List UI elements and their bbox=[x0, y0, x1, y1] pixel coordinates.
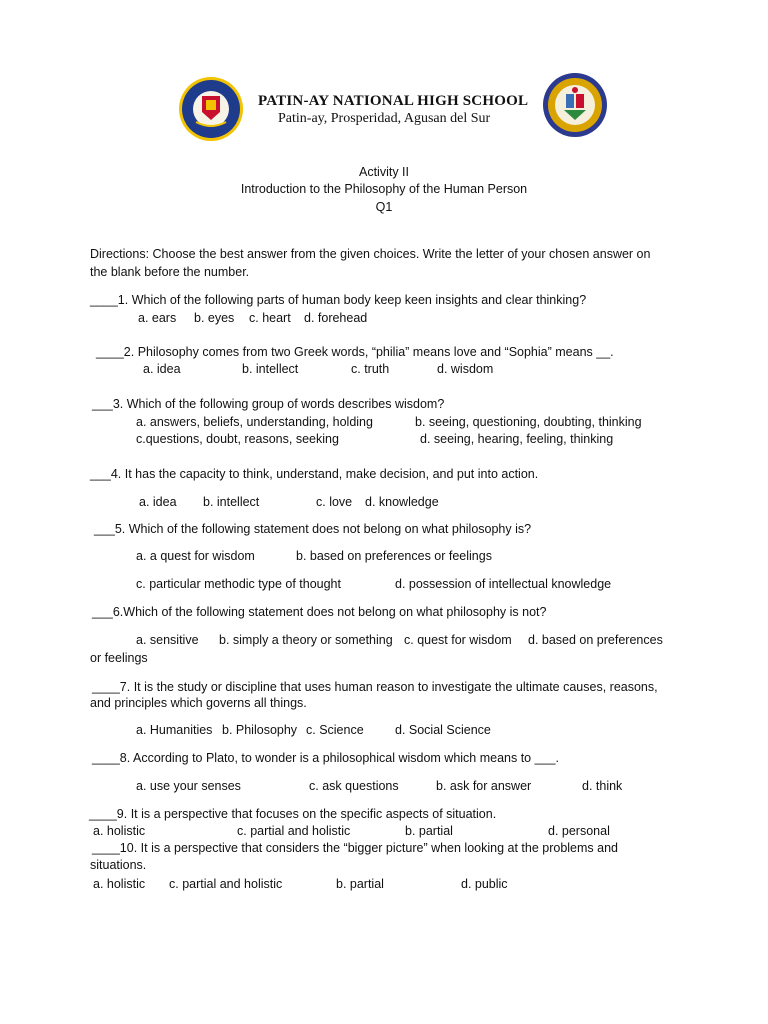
q6-continuation: or feelings bbox=[90, 651, 148, 665]
q6-choice-b: b. simply a theory or something bbox=[219, 633, 393, 647]
q9-choice-c: c. partial and holistic bbox=[237, 824, 351, 838]
question-9: ____9. It is a perspective that focuses on the specific aspects of situation. bbox=[89, 807, 497, 821]
q2-choice-c: c. truth bbox=[351, 362, 390, 376]
q8-choice-d: d. think bbox=[582, 779, 623, 793]
q10-choice-b: b. partial bbox=[336, 877, 384, 891]
q8-choice-c: c. ask questions bbox=[309, 779, 399, 793]
question-1: ____1. Which of the following parts of human body keep keen insights and clear thinking? bbox=[90, 293, 587, 307]
q5-choice-a: a. a quest for wisdom bbox=[136, 549, 255, 563]
q7-continuation: and principles which governs all things. bbox=[90, 696, 307, 710]
q5-choice-d: d. possession of intellectual knowledge bbox=[395, 577, 612, 591]
q7-choice-d: d. Social Science bbox=[395, 723, 491, 737]
q1-choice-a: a. ears bbox=[138, 311, 177, 325]
q4-choice-d: d. knowledge bbox=[365, 495, 439, 509]
q1-choice-c: c. heart bbox=[249, 311, 291, 325]
q2-choice-b: b. intellect bbox=[242, 362, 299, 376]
school-seal-logo bbox=[542, 72, 608, 138]
q7-choice-c: c. Science bbox=[306, 723, 364, 737]
question-10: ____10. It is a perspective that considers the “bigger picture” when looking at the problems and bbox=[92, 841, 619, 855]
directions-line-1: Directions: Choose the best answer from the given choices. Write the letter of your chosen answer on bbox=[90, 247, 651, 261]
q1-choice-b: b. eyes bbox=[194, 311, 235, 325]
q9-choice-b: b. partial bbox=[405, 824, 453, 838]
q6-choice-c: c. quest for wisdom bbox=[404, 633, 512, 647]
activity-quarter: Q1 bbox=[375, 200, 393, 214]
q3-choice-c: c.questions, doubt, reasons, seeking bbox=[136, 432, 339, 446]
q10-choice-d: d. public bbox=[461, 877, 508, 891]
q8-choice-a: a. use your senses bbox=[136, 779, 241, 793]
q7-choice-a: a. Humanities bbox=[136, 723, 213, 737]
q10-continuation: situations. bbox=[90, 858, 147, 872]
q4-choice-a: a. idea bbox=[139, 495, 177, 509]
question-5: ___5. Which of the following statement does not belong on what philosophy is? bbox=[94, 522, 532, 536]
school-name: PATIN-AY NATIONAL HIGH SCHOOL bbox=[258, 93, 529, 109]
q6-choice-d: d. based on preferences bbox=[528, 633, 663, 647]
q10-choice-a: a. holistic bbox=[93, 877, 146, 891]
activity-title: Activity II bbox=[358, 165, 409, 179]
q1-choice-d: d. forehead bbox=[304, 311, 368, 325]
school-address: Patin-ay, Prosperidad, Agusan del Sur bbox=[278, 111, 491, 126]
question-8: ____8. According to Plato, to wonder is a philosophical wisdom which means to ___. bbox=[92, 751, 559, 765]
question-6: ___6.Which of the following statement does not belong on what philosophy is not? bbox=[92, 605, 547, 619]
q7-choice-b: b. Philosophy bbox=[222, 723, 298, 737]
question-7: ____7. It is the study or discipline that uses human reason to investigate the ultimate causes, reasons, bbox=[92, 680, 658, 694]
question-2: ____2. Philosophy comes from two Greek words, “philia” means love and “Sophia” means __. bbox=[96, 345, 614, 359]
q4-choice-c: c. love bbox=[316, 495, 353, 509]
q9-choice-a: a. holistic bbox=[93, 824, 146, 838]
q2-choice-a: a. idea bbox=[143, 362, 181, 376]
q3-choice-b: b. seeing, questioning, doubting, thinking bbox=[415, 415, 642, 429]
q5-choice-c: c. particular methodic type of thought bbox=[136, 577, 341, 591]
q8-choice-b: b. ask for answer bbox=[436, 779, 532, 793]
q4-choice-b: b. intellect bbox=[203, 495, 260, 509]
q6-choice-a: a. sensitive bbox=[136, 633, 199, 647]
activity-subject: Introduction to the Philosophy of the Human Person bbox=[240, 182, 528, 196]
q5-choice-b: b. based on preferences or feelings bbox=[296, 549, 492, 563]
question-3: ___3. Which of the following group of words describes wisdom? bbox=[92, 397, 445, 411]
q9-choice-d: d. personal bbox=[548, 824, 610, 838]
question-4: ___4. It has the capacity to think, understand, make decision, and put into action. bbox=[90, 467, 539, 481]
directions-line-2: the blank before the number. bbox=[90, 265, 250, 279]
q2-choice-d: d. wisdom bbox=[437, 362, 494, 376]
q3-choice-a: a. answers, beliefs, understanding, holding bbox=[136, 415, 373, 429]
deped-seal-logo bbox=[178, 76, 244, 142]
q3-choice-d: d. seeing, hearing, feeling, thinking bbox=[420, 432, 614, 446]
q10-choice-c: c. partial and holistic bbox=[169, 877, 283, 891]
